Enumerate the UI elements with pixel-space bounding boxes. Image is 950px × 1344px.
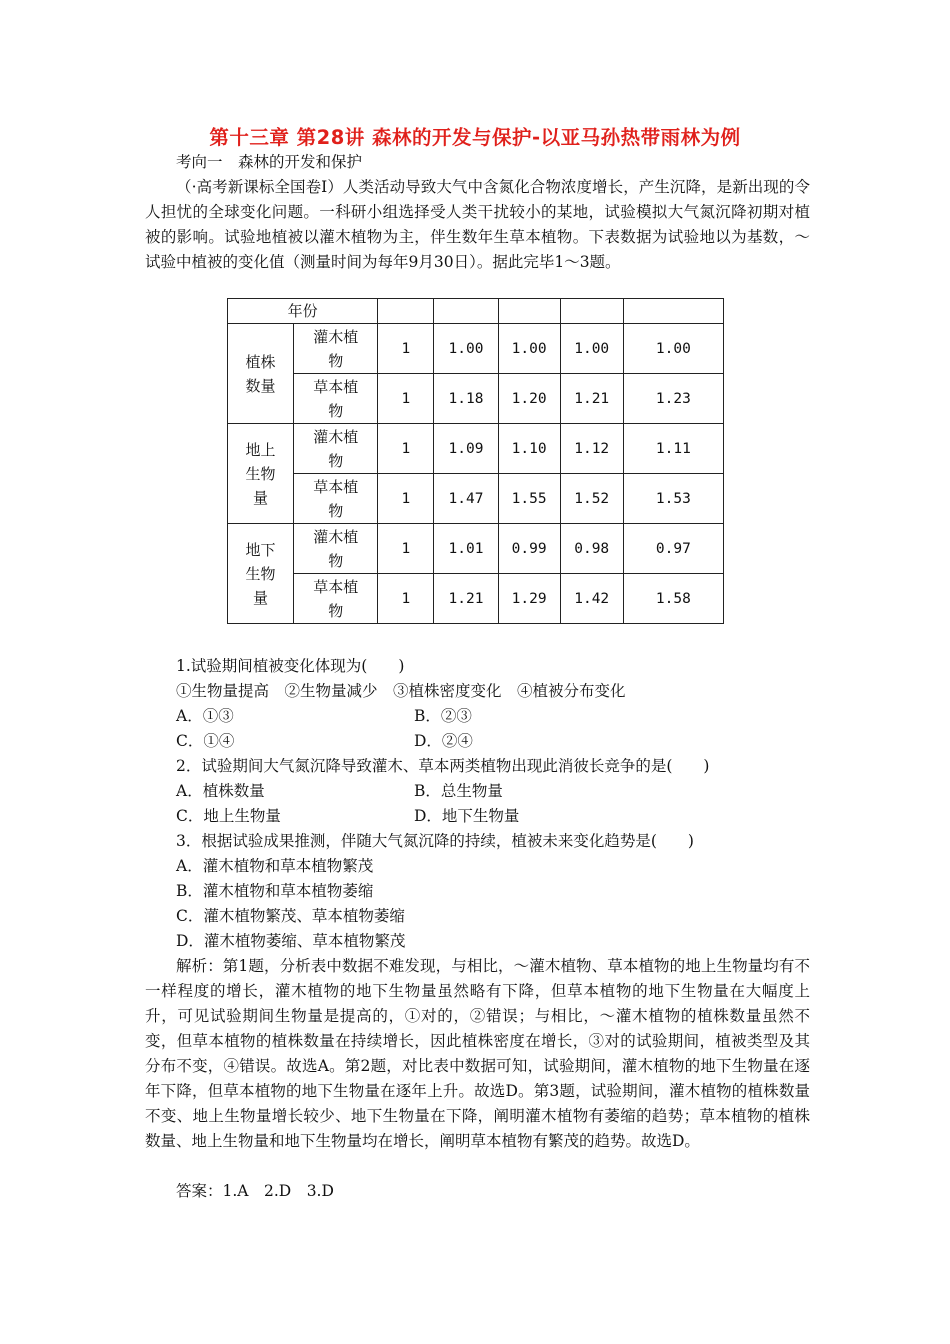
- answer-line: 答案：1.A 2.D 3.D: [176, 1182, 334, 1200]
- group-label: 植株数量: [228, 324, 294, 424]
- question-3-option-d: D．灌木植物萎缩、草本植物繁茂: [176, 932, 406, 950]
- group-label: 地上生物量: [228, 424, 294, 524]
- question-1-stem: 1.试验期间植被变化体现为( ): [176, 657, 405, 675]
- question-3-option-b: B．灌木植物和草本植物萎缩: [176, 882, 374, 900]
- table-row: 地上生物量 灌木植物 1 1.09 1.10 1.12 1.11: [228, 424, 724, 474]
- table-row: 地下生物量 灌木植物 1 1.01 0.99 0.98 0.97: [228, 524, 724, 574]
- question-3-stem: 3．根据试验成果推测，伴随大气氮沉降的持续，植被未来变化趋势是( ): [176, 832, 694, 850]
- question-2-option-c: C．地上生物量: [176, 807, 281, 825]
- section-heading: 考向一 森林的开发和保护: [176, 153, 363, 171]
- question-2-option-b: B．总生物量: [414, 782, 503, 800]
- question-1-option-d: D．②④: [414, 732, 473, 750]
- table-row: 草本植物 1 1.21 1.29 1.42 1.58: [228, 574, 724, 624]
- plant-type: 灌木植物: [294, 424, 378, 474]
- table-row: 植株数量 灌木植物 1 1.00 1.00 1.00 1.00: [228, 324, 724, 374]
- intro-paragraph: （·高考新课标全国卷Ⅰ）人类活动导致大气中含氮化合物浓度增长，产生沉降，是新出现的令人担忧的全球变化问题。一科研小组选择受人类干扰较小的某地，试验模拟大气氮沉降初期对植被的影响。试验地植被以灌木植物为主，伴生数年生草本植物。下表数据为试验地以为基数，～试验中植被的变化值（测量时间为每年9月30日）。据此完毕1～3题。: [145, 178, 810, 271]
- data-table: [227, 298, 724, 624]
- plant-type: 灌木植物: [294, 524, 378, 574]
- group-label: 地下生物量: [228, 524, 294, 624]
- table-header-row: [228, 299, 724, 324]
- plant-type: 草本植物: [294, 574, 378, 624]
- table-row: 草本植物 1 1.47 1.55 1.52 1.53: [228, 474, 724, 524]
- plant-type: 灌木植物: [294, 324, 378, 374]
- table-row: 草本植物 1 1.18 1.20 1.21 1.23: [228, 374, 724, 424]
- question-3-option-a: A．灌木植物和草本植物繁茂: [176, 857, 374, 875]
- question-1-option-a: A．①③: [176, 707, 234, 725]
- question-3-option-c: C．灌木植物繁茂、草本植物萎缩: [176, 907, 405, 925]
- question-1-option-b: B．②③: [414, 707, 472, 725]
- question-1-option-c: C．①④: [176, 732, 235, 750]
- plant-type: 草本植物: [294, 374, 378, 424]
- plant-type: 草本植物: [294, 474, 378, 524]
- question-1-items: ①生物量提高 ②生物量减少 ③植株密度变化 ④植被分布变化: [176, 682, 626, 700]
- question-2-option-a: A．植株数量: [176, 782, 265, 800]
- question-2-option-d: D．地下生物量: [414, 807, 520, 825]
- analysis-paragraph: 解析：第1题，分析表中数据不难发现，与相比，～灌木植物、草本植物的地上生物量均有不一样程度的增长，灌木植物的地下生物量虽然略有下降，但草本植物的地下生物量在大幅度上升，可见试验期间生物量是提高的，①对的，②错误；与相比，～灌木植物的植株数量虽然不变，但草本植物的植株数量在持续增长，因此植株密度在增长，③对的试验期间，植被类型及其分布不变，④错误。故选A。第2题，对比表中数据可知，试验期间，灌木植物的地下生物量在逐年下降，但草本植物的地下生物量在逐年上升。故选D。第3题，试验期间，灌木植物的植株数量不变、地上生物量增长较少、地下生物量在下降，阐明灌木植物有萎缩的趋势；草本植物的植株数量、地上生物量和地下生物量均在增长，阐明草本植物有繁茂的趋势。故选D。: [145, 957, 810, 1150]
- question-2-stem: 2．试验期间大气氮沉降导致灌木、草本两类植物出现此消彼长竞争的是( ): [176, 757, 710, 775]
- table-header-year: 年份: [228, 299, 378, 324]
- page-title: 第十三章 第28讲 森林的开发与保护-以亚马孙热带雨林为例: [209, 126, 741, 149]
